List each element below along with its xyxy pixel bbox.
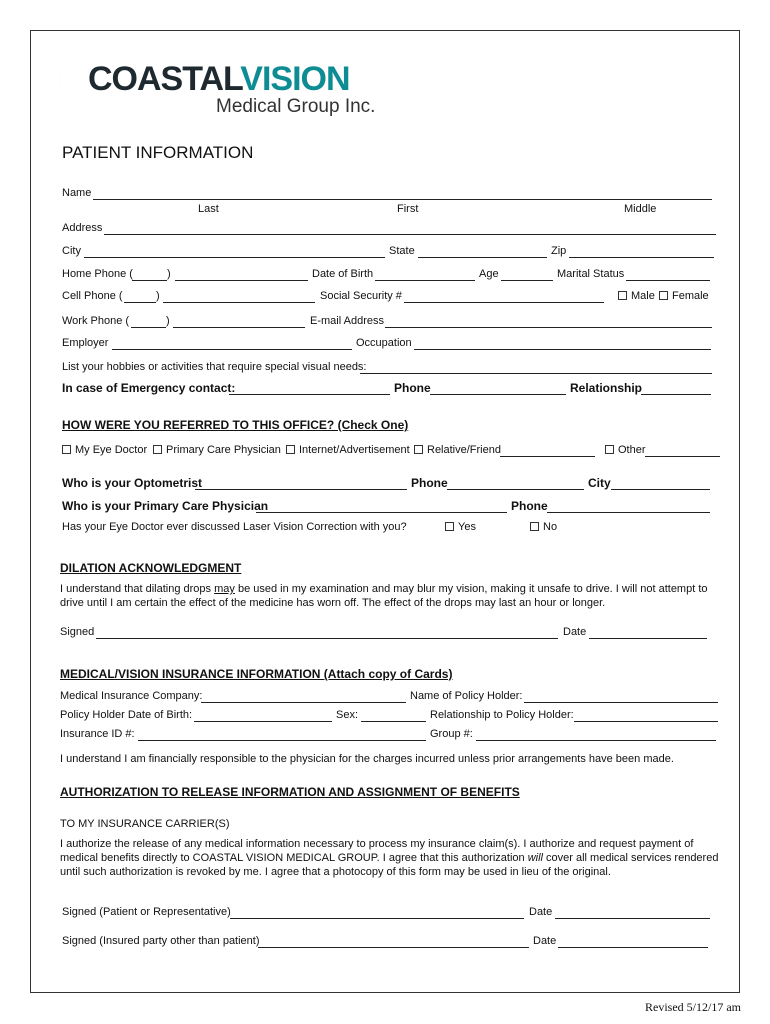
referral-heading: HOW WERE YOU REFERRED TO THIS OFFICE? (Check One) bbox=[62, 418, 409, 432]
emergency-relationship-field[interactable] bbox=[641, 394, 711, 395]
referral-option-internet[interactable] bbox=[286, 444, 410, 456]
referral-option-other[interactable] bbox=[605, 444, 646, 456]
optometrist-phone-label: Phone bbox=[411, 476, 448, 490]
insurance-heading: MEDICAL/VISION INSURANCE INFORMATION (Attach copy of Cards) bbox=[60, 667, 453, 681]
dob-label: Date of Birth bbox=[312, 268, 374, 280]
work-phone-paren: ) bbox=[166, 315, 170, 327]
insurance-company-label: Medical Insurance Company: bbox=[60, 690, 203, 702]
option-text: Other bbox=[618, 444, 646, 456]
option-text: My Eye Doctor bbox=[75, 444, 148, 456]
sex-field[interactable] bbox=[361, 721, 426, 722]
responsibility-text: I understand I am financially responsible to the physician for the charges incurred unless prior arrangements have been made. bbox=[60, 753, 674, 765]
sex-label: Sex: bbox=[336, 709, 359, 721]
marital-label: Marital Status bbox=[557, 268, 625, 280]
pcp-phone-field[interactable] bbox=[547, 512, 710, 513]
zip-field[interactable] bbox=[569, 257, 714, 258]
group-field[interactable] bbox=[476, 740, 716, 741]
age-field[interactable] bbox=[501, 280, 553, 281]
checkbox[interactable] bbox=[286, 445, 295, 454]
name-label: Name bbox=[62, 187, 92, 199]
dilation-text: I understand that dilating drops may be used in my examination and may blur my vision, making it unsafe to drive. I will not attempt to drive until I am certain the effect of the medicine has worn off. The effect of the drops may last an hour or longer. bbox=[60, 583, 708, 609]
checkbox[interactable] bbox=[153, 445, 162, 454]
dilation-date-label: Date bbox=[563, 626, 587, 638]
laser-yes-option[interactable] bbox=[445, 521, 476, 533]
address-label: Address bbox=[62, 222, 103, 234]
cell-phone-field[interactable] bbox=[163, 302, 315, 303]
cell-phone-paren: ) bbox=[156, 290, 160, 302]
name-last-caption: Last bbox=[198, 203, 219, 215]
option-text: Primary Care Physician bbox=[166, 444, 281, 456]
option-text: Internet/Advertisement bbox=[299, 444, 410, 456]
dilation-heading: DILATION ACKNOWLEDGMENT bbox=[60, 561, 242, 575]
emergency-contact-label: In case of Emergency contact: bbox=[62, 381, 236, 395]
state-field[interactable] bbox=[418, 257, 547, 258]
ssn-field[interactable] bbox=[404, 302, 604, 303]
name-field[interactable] bbox=[93, 199, 712, 200]
emergency-contact-field[interactable] bbox=[229, 394, 390, 395]
work-phone-area-field[interactable] bbox=[131, 327, 166, 328]
age-label: Age bbox=[479, 268, 499, 280]
insurance-company-field[interactable] bbox=[201, 702, 406, 703]
optometrist-field[interactable] bbox=[195, 489, 407, 490]
authorization-to: TO MY INSURANCE CARRIER(S) bbox=[60, 818, 230, 830]
emergency-phone-label: Phone bbox=[394, 381, 431, 395]
hobbies-field[interactable] bbox=[360, 373, 712, 374]
signed-insured-date-label: Date bbox=[533, 935, 557, 947]
ssn-label: Social Security # bbox=[320, 290, 402, 302]
zip-label: Zip bbox=[551, 245, 567, 257]
laser-question: Has your Eye Doctor ever discussed Laser Vision Correction with you? bbox=[62, 521, 407, 533]
checkbox[interactable] bbox=[62, 445, 71, 454]
yes-text: Yes bbox=[458, 521, 476, 533]
city-field[interactable] bbox=[84, 257, 385, 258]
relative-name-field[interactable] bbox=[500, 456, 595, 457]
pcp-label: Who is your Primary Care Physician bbox=[62, 499, 269, 513]
signed-patient-field[interactable] bbox=[230, 918, 524, 919]
name-first-caption: First bbox=[397, 203, 419, 215]
signed-patient-label: Signed (Patient or Representative) bbox=[62, 906, 231, 918]
marital-field[interactable] bbox=[626, 280, 710, 281]
emergency-phone-field[interactable] bbox=[430, 394, 566, 395]
insurance-id-field[interactable] bbox=[138, 740, 426, 741]
name-middle-caption: Middle bbox=[624, 203, 657, 215]
optometrist-city-field[interactable] bbox=[611, 489, 710, 490]
female-text: Female bbox=[672, 290, 709, 302]
signed-insured-label: Signed (Insured party other than patient) bbox=[62, 935, 260, 947]
female-option[interactable] bbox=[659, 290, 709, 302]
other-field[interactable] bbox=[645, 456, 720, 457]
logo-vision: VISION bbox=[240, 60, 350, 98]
holder-name-field[interactable] bbox=[524, 702, 718, 703]
pcp-field[interactable] bbox=[256, 512, 507, 513]
optometrist-city-label: City bbox=[588, 476, 611, 490]
checkbox[interactable] bbox=[605, 445, 614, 454]
male-text: Male bbox=[631, 290, 655, 302]
dilation-date-field[interactable] bbox=[589, 638, 707, 639]
no-text: No bbox=[543, 521, 558, 533]
yes-checkbox[interactable] bbox=[445, 522, 454, 531]
work-phone-field[interactable] bbox=[173, 327, 305, 328]
laser-no-option[interactable] bbox=[530, 521, 557, 533]
holder-dob-label: Policy Holder Date of Birth: bbox=[60, 709, 193, 721]
home-phone-field[interactable] bbox=[175, 280, 308, 281]
authorization-heading: AUTHORIZATION TO RELEASE INFORMATION AND ASSIGNMENT OF BENEFITS bbox=[60, 785, 520, 799]
occupation-field[interactable] bbox=[414, 349, 711, 350]
city-label: City bbox=[62, 245, 81, 257]
revised-date: Revised 5/12/17 am bbox=[645, 1000, 741, 1014]
relationship-label: Relationship to Policy Holder: bbox=[430, 709, 574, 721]
cell-phone-area-field[interactable] bbox=[124, 302, 156, 303]
logo-text bbox=[88, 60, 350, 99]
female-checkbox[interactable] bbox=[659, 291, 668, 300]
email-field[interactable] bbox=[385, 327, 712, 328]
checkbox[interactable] bbox=[414, 445, 423, 454]
signed-patient-date-field[interactable] bbox=[555, 918, 710, 919]
male-option[interactable] bbox=[618, 290, 655, 302]
occupation-label: Occupation bbox=[356, 337, 412, 349]
optometrist-label: Who is your Optometrist bbox=[62, 476, 203, 490]
cell-phone-label: Cell Phone ( bbox=[62, 290, 123, 302]
dilation-signature-field[interactable] bbox=[96, 638, 558, 639]
relationship-field[interactable] bbox=[574, 721, 718, 722]
referral-option-pcp[interactable] bbox=[153, 444, 281, 456]
dilation-signed-label: Signed bbox=[60, 626, 95, 638]
page-title: PATIENT INFORMATION bbox=[62, 143, 254, 162]
logo-coastal: COASTAL bbox=[88, 60, 241, 98]
pcp-phone-label: Phone bbox=[511, 499, 548, 513]
holder-dob-field[interactable] bbox=[194, 721, 332, 722]
employer-label: Employer bbox=[62, 337, 109, 349]
referral-option-relative[interactable] bbox=[414, 444, 501, 456]
work-phone-label: Work Phone ( bbox=[62, 315, 130, 327]
signed-patient-date-label: Date bbox=[529, 906, 553, 918]
logo-subtitle: Medical Group Inc. bbox=[216, 96, 376, 117]
referral-option-eye-doctor[interactable] bbox=[62, 444, 147, 456]
emergency-relationship-label: Relationship bbox=[570, 381, 643, 395]
hobbies-label: List your hobbies or activities that require special visual needs: bbox=[62, 361, 367, 373]
email-label: E-mail Address bbox=[310, 315, 384, 327]
home-phone-paren: ) bbox=[167, 268, 171, 280]
employer-field[interactable] bbox=[112, 349, 352, 350]
option-text: Relative/Friend bbox=[427, 444, 501, 456]
home-phone-label: Home Phone ( bbox=[62, 268, 133, 280]
authorization-text: I authorize the release of any medical information necessary to process my insurance claim(s). I authorize and request payment of medical benefits directly to COASTAL VISION MEDICAL GROUP. I agree that this authorization will cover all medical services rendered until such authorization is revoked by me. I agree that a photocopy of this form may be used in lieu of the original. bbox=[60, 838, 719, 878]
signed-insured-field[interactable] bbox=[258, 947, 529, 948]
holder-name-label: Name of Policy Holder: bbox=[410, 690, 523, 702]
home-phone-area-field[interactable] bbox=[132, 280, 167, 281]
address-field[interactable] bbox=[104, 234, 716, 235]
insurance-id-label: Insurance ID #: bbox=[60, 728, 135, 740]
group-label: Group #: bbox=[430, 728, 473, 740]
male-checkbox[interactable] bbox=[618, 291, 627, 300]
no-checkbox[interactable] bbox=[530, 522, 539, 531]
optometrist-phone-field[interactable] bbox=[447, 489, 584, 490]
dob-field[interactable] bbox=[375, 280, 475, 281]
state-label: State bbox=[389, 245, 415, 257]
signed-insured-date-field[interactable] bbox=[558, 947, 708, 948]
